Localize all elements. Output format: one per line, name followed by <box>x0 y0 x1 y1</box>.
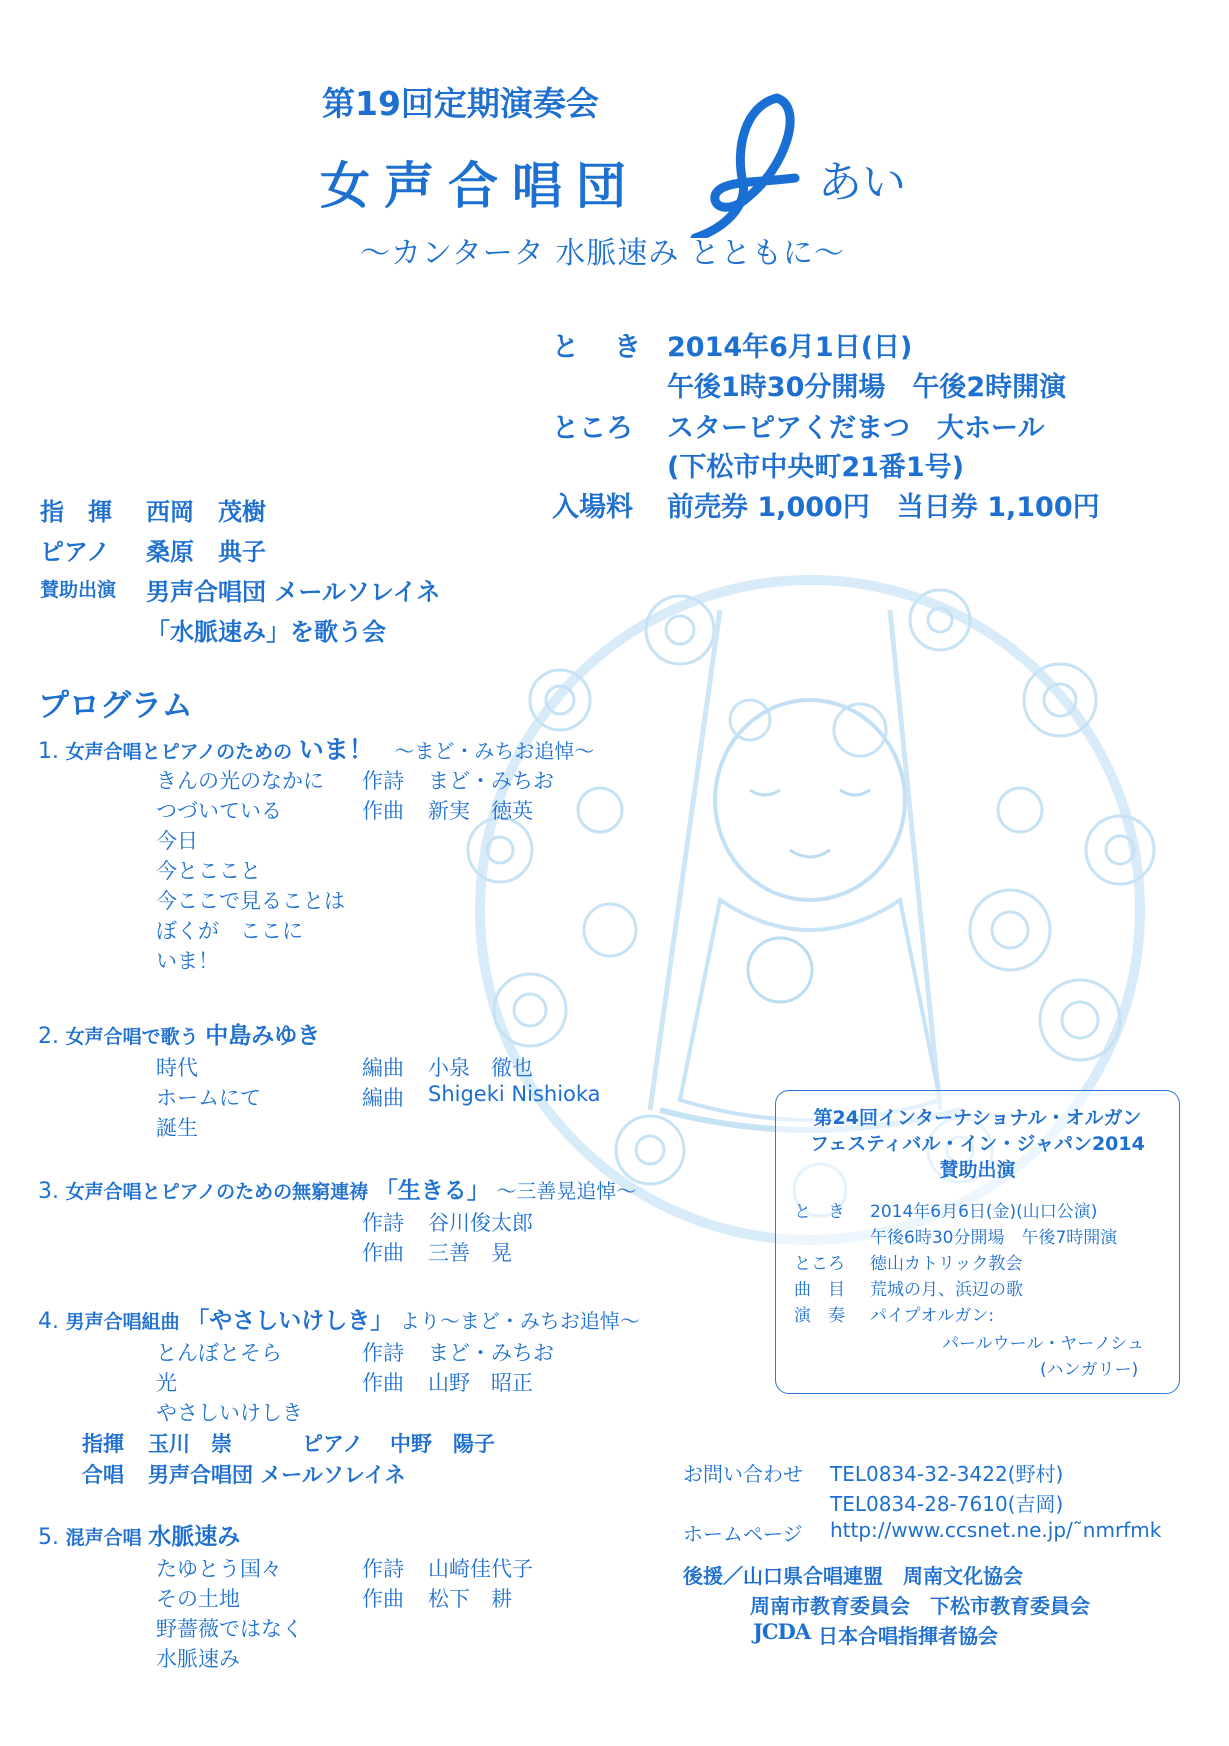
song-title: きんの光のなかに <box>156 769 324 793</box>
support-line-1: 後援／山口県合唱連盟 周南文化協会 <box>683 1564 1023 1588</box>
jcda-logo: JCDA <box>753 1619 811 1644</box>
item-number: 3. <box>38 1179 59 1204</box>
choir-name: 女声合唱団 <box>320 157 640 215</box>
credit-role: 作詩 <box>362 769 404 793</box>
song-title: つづいている <box>156 799 282 823</box>
guest-choir: 男声合唱団 メールソレイネ <box>146 578 441 606</box>
staff-name: 男声合唱団 メールソレイネ <box>148 1463 406 1487</box>
song-title: 今ここで見ることは <box>156 889 345 913</box>
program-item-5 <box>38 1518 240 1551</box>
concert-edition: 第19回定期演奏会 <box>322 84 599 123</box>
credit-role: 作詩 <box>362 1211 404 1235</box>
credit-name: 谷川俊太郎 <box>428 1211 533 1235</box>
pianist-role: ピアノ <box>40 538 111 566</box>
guest-role: 賛助出演 <box>40 579 117 601</box>
credit-role: 編曲 <box>362 1056 404 1080</box>
ai-logo-icon <box>685 88 815 238</box>
festival-info-box <box>775 1090 1180 1394</box>
song-title: 今とここと <box>156 859 261 883</box>
festival-title-line: 第24回インターナショナル・オルガン <box>813 1107 1142 1129</box>
item-suffix: ～三善晃追悼～ <box>496 1179 637 1203</box>
festival-time: 午後6時30分開場 午後7時開演 <box>870 1228 1118 1248</box>
staff-name: 玉川 崇 <box>148 1432 232 1456</box>
credit-role: 作曲 <box>362 1371 404 1395</box>
event-address: (下松市中央町21番1号) <box>667 452 965 483</box>
credit-name: まど・みちお <box>428 1341 554 1365</box>
program-item-2 <box>38 1017 320 1050</box>
credit-role: 作曲 <box>362 1587 404 1611</box>
credit-name: Shigeki Nishioka <box>428 1082 601 1106</box>
conductor-name: 西岡 茂樹 <box>146 498 266 526</box>
item-suffix: ～まど・みちお追悼～ <box>394 739 595 763</box>
credit-role: 作曲 <box>362 1241 404 1265</box>
festival-performer-label: 演 奏 <box>794 1306 845 1326</box>
credit-role: 作詩 <box>362 1557 404 1581</box>
song-title: やさしいけしき <box>156 1401 303 1425</box>
homepage-label: ホームページ <box>683 1522 803 1546</box>
item-suffix: より～まど・みちお追悼～ <box>399 1309 640 1333</box>
song-title: たゆとう国々 <box>156 1557 282 1581</box>
pianist-name: 桑原 典子 <box>146 538 266 566</box>
credit-name: まど・みちお <box>428 769 554 793</box>
homepage-url[interactable]: http://www.ccsnet.ne.jp/˜nmrfmk <box>830 1518 1162 1542</box>
item-title: 中島みゆき <box>205 1023 321 1049</box>
credit-name: 新実 徳英 <box>428 799 533 823</box>
festival-place-label: ところ <box>794 1254 845 1274</box>
concert-subtitle: ～カンタータ 水脈速み とともに～ <box>360 236 845 271</box>
item-number: 4. <box>38 1309 59 1334</box>
festival-date: 2014年6月6日(金)(山口公演) <box>870 1202 1098 1222</box>
song-title: 光 <box>156 1371 177 1395</box>
staff-role: 合唱 <box>82 1463 124 1487</box>
program-item-4 <box>38 1302 640 1335</box>
event-time: 午後1時30分開場 午後2時開演 <box>667 372 1067 403</box>
item-number: 2. <box>38 1024 59 1049</box>
song-title: 野薔薇ではなく <box>156 1617 303 1641</box>
festival-title-line: フェスティバル・イン・ジャパン2014 <box>810 1133 1145 1155</box>
festival-performer-country: (ハンガリー) <box>1040 1360 1139 1380</box>
song-title: 今日 <box>156 829 198 853</box>
item-prefix: 混声合唱 <box>65 1527 142 1549</box>
date-label: と き <box>552 332 645 363</box>
item-prefix: 女声合唱とピアノのための <box>65 741 293 763</box>
event-fee: 前売券 1,000円 当日券 1,100円 <box>667 492 1100 523</box>
item-number: 1. <box>38 739 59 764</box>
credit-name: 小泉 徹也 <box>428 1056 533 1080</box>
song-title: 時代 <box>156 1056 198 1080</box>
program-heading: プログラム <box>38 688 193 724</box>
item-title: 水脈速み <box>148 1524 241 1550</box>
song-title: 誕生 <box>156 1116 198 1140</box>
staff-role: ピアノ <box>302 1432 364 1456</box>
staff-role: 指揮 <box>82 1432 124 1456</box>
event-date: 2014年6月1日(日) <box>667 332 913 363</box>
support-line-2: 周南市教育委員会 下松市教育委員会 <box>750 1594 1090 1618</box>
item-prefix: 女声合唱で歌う <box>65 1026 199 1048</box>
festival-songs-label: 曲 目 <box>794 1280 845 1300</box>
song-title: 水脈速み <box>156 1647 240 1671</box>
contact-tel-2: TEL0834-28-7610(吉岡) <box>830 1492 1064 1516</box>
item-prefix: 男声合唱組曲 <box>65 1311 180 1333</box>
credit-name: 松下 耕 <box>428 1587 512 1611</box>
item-prefix: 女声合唱とピアノのための無窮連祷 <box>65 1181 369 1203</box>
credit-name: 山崎佳代子 <box>428 1557 533 1581</box>
song-title: その土地 <box>156 1587 240 1611</box>
fee-label: 入場料 <box>552 492 633 523</box>
guest-group: 「水脈速み」を歌う会 <box>146 618 386 646</box>
item-number: 5. <box>38 1525 59 1550</box>
festival-title-line: 賛助出演 <box>939 1159 1016 1181</box>
choir-suffix: あい <box>818 157 906 208</box>
credit-role: 作曲 <box>362 799 404 823</box>
program-item-3 <box>38 1172 636 1205</box>
festival-instrument: パイプオルガン: <box>870 1306 995 1326</box>
credit-name: 三善 晃 <box>428 1241 512 1265</box>
credit-role: 作詩 <box>362 1341 404 1365</box>
song-title: ホームにて <box>156 1086 261 1110</box>
credit-role: 編曲 <box>362 1086 404 1110</box>
event-place: スターピアくだまつ 大ホール <box>667 413 1045 444</box>
festival-place: 徳山カトリック教会 <box>870 1254 1023 1274</box>
place-label: ところ <box>552 413 633 444</box>
program-item-1 <box>38 730 594 766</box>
song-title: とんぼとそら <box>156 1341 282 1365</box>
conductor-role: 指 揮 <box>40 498 112 526</box>
inquiry-label: お問い合わせ <box>683 1462 803 1486</box>
contact-tel-1: TEL0834-32-3422(野村) <box>830 1462 1064 1486</box>
item-title: 「やさしいけしき」 <box>186 1308 394 1334</box>
song-title: ぼくが ここに <box>156 919 303 943</box>
credit-name: 山野 昭正 <box>428 1371 533 1395</box>
festival-performer-name: パールウール・ヤーノシュ <box>942 1334 1144 1354</box>
item-title: いま！ <box>298 735 374 764</box>
item-title: 「生きる」 <box>374 1178 490 1204</box>
support-line-3: 日本合唱指揮者協会 <box>818 1624 998 1648</box>
staff-name: 中野 陽子 <box>390 1432 495 1456</box>
festival-date-label: と き <box>794 1202 845 1222</box>
festival-songs: 荒城の月、浜辺の歌 <box>870 1280 1023 1300</box>
song-title: いま！ <box>156 949 219 973</box>
